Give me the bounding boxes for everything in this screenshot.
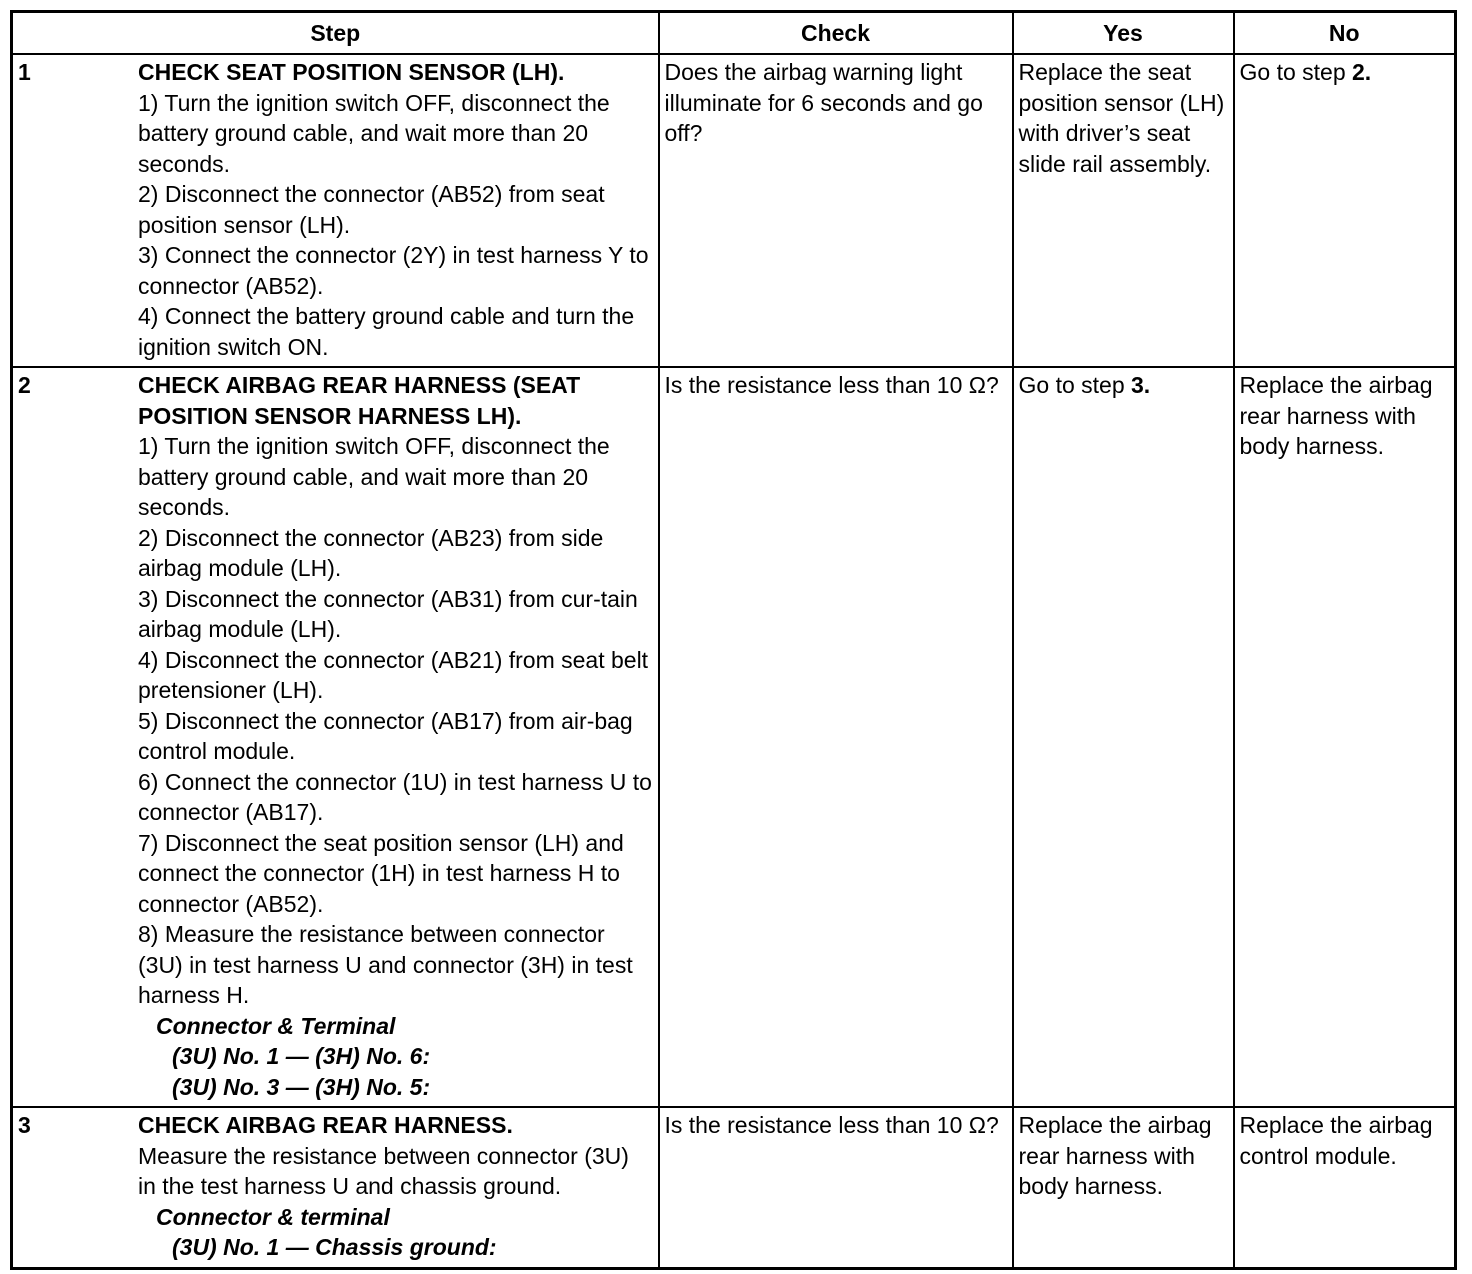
- step-title: CHECK AIRBAG REAR HARNESS.: [138, 1112, 513, 1138]
- header-yes: Yes: [1013, 12, 1234, 55]
- step-cell: [12, 1107, 659, 1268]
- connector-terminal-item: (3U) No. 3 — (3H) No. 5:: [172, 1073, 431, 1100]
- connector-terminal-label: Connector & terminal: [156, 1203, 390, 1230]
- step-title: CHECK AIRBAG REAR HARNESS (SEAT POSITION SENSOR HARNESS LH).: [138, 372, 581, 429]
- step-instruction: 6) Connect the connector (1U) in test harness U to connector (AB17).: [138, 768, 652, 825]
- header-no: No: [1234, 12, 1456, 55]
- step-cell: [12, 367, 659, 1107]
- diagnostic-table: [10, 10, 1457, 1270]
- table-row: [12, 54, 1456, 367]
- check-cell: Is the resistance less than 10 Ω?: [659, 1107, 1013, 1268]
- yes-cell: Replace the airbag rear harness with body harness.: [1013, 1107, 1234, 1268]
- step-instruction: Measure the resistance between connector (3U) in the test harness U and chassis ground.: [138, 1142, 629, 1199]
- step-instruction: 2) Disconnect the connector (AB52) from seat position sensor (LH).: [138, 181, 605, 238]
- step-instruction: 4) Connect the battery ground cable and turn the ignition switch ON.: [138, 303, 635, 360]
- yes-step-ref: 3.: [1131, 372, 1151, 398]
- connector-terminal-item: (3U) No. 1 — Chassis ground:: [172, 1234, 497, 1260]
- no-step-ref: 2.: [1352, 59, 1372, 85]
- yes-cell: [1013, 367, 1234, 1107]
- step-number: 2: [18, 372, 31, 398]
- step-title: CHECK SEAT POSITION SENSOR (LH).: [138, 59, 565, 85]
- step-instruction: 1) Turn the ignition switch OFF, disconnect the battery ground cable, and wait more than 20 seconds.: [138, 89, 610, 177]
- step-number: 1: [18, 59, 31, 85]
- step-number: 3: [18, 1112, 31, 1138]
- header-check: Check: [659, 12, 1013, 55]
- yes-cell: Replace the seat position sensor (LH) with driver’s seat slide rail assembly.: [1013, 54, 1234, 367]
- table-row: [12, 367, 1456, 1107]
- yes-prefix: Go to step: [1018, 372, 1132, 398]
- check-cell: Does the airbag warning light illuminate for 6 seconds and go off?: [659, 54, 1013, 367]
- step-instruction: 3) Connect the connector (2Y) in test harness Y to connector (AB52).: [138, 242, 649, 299]
- step-instruction: 4) Disconnect the connector (AB21) from seat belt pretensioner (LH).: [138, 646, 649, 703]
- check-cell: Is the resistance less than 10 Ω?: [659, 367, 1013, 1107]
- no-prefix: Go to step: [1239, 59, 1353, 85]
- header-step: Step: [12, 12, 659, 55]
- header-row: [12, 12, 1456, 55]
- step-instruction: 3) Disconnect the connector (AB31) from cur-tain airbag module (LH).: [138, 585, 638, 642]
- table-row: [12, 1107, 1456, 1268]
- step-instruction: 1) Turn the ignition switch OFF, disconnect the battery ground cable, and wait more than 20 seconds.: [138, 433, 610, 520]
- connector-terminal-label: Connector & Terminal: [156, 1012, 396, 1039]
- connector-terminal-item: (3U) No. 1 — (3H) No. 6:: [172, 1043, 431, 1069]
- step-instruction: 8) Measure the resistance between connector (3U) in test harness U and connector (3H) in test harness H.: [138, 921, 633, 1008]
- step-cell: [12, 54, 659, 367]
- step-instruction: 5) Disconnect the connector (AB17) from air-bag control module.: [138, 707, 633, 764]
- step-instruction: 2) Disconnect the connector (AB23) from side airbag module (LH).: [138, 524, 604, 581]
- no-cell: [1234, 54, 1456, 367]
- step-instruction: 7) Disconnect the seat position sensor (LH) and connect the connector (1H) in test harness H to connector (AB52).: [138, 829, 624, 917]
- no-cell: Replace the airbag control module.: [1234, 1107, 1456, 1268]
- no-cell: Replace the airbag rear harness with body harness.: [1234, 367, 1456, 1107]
